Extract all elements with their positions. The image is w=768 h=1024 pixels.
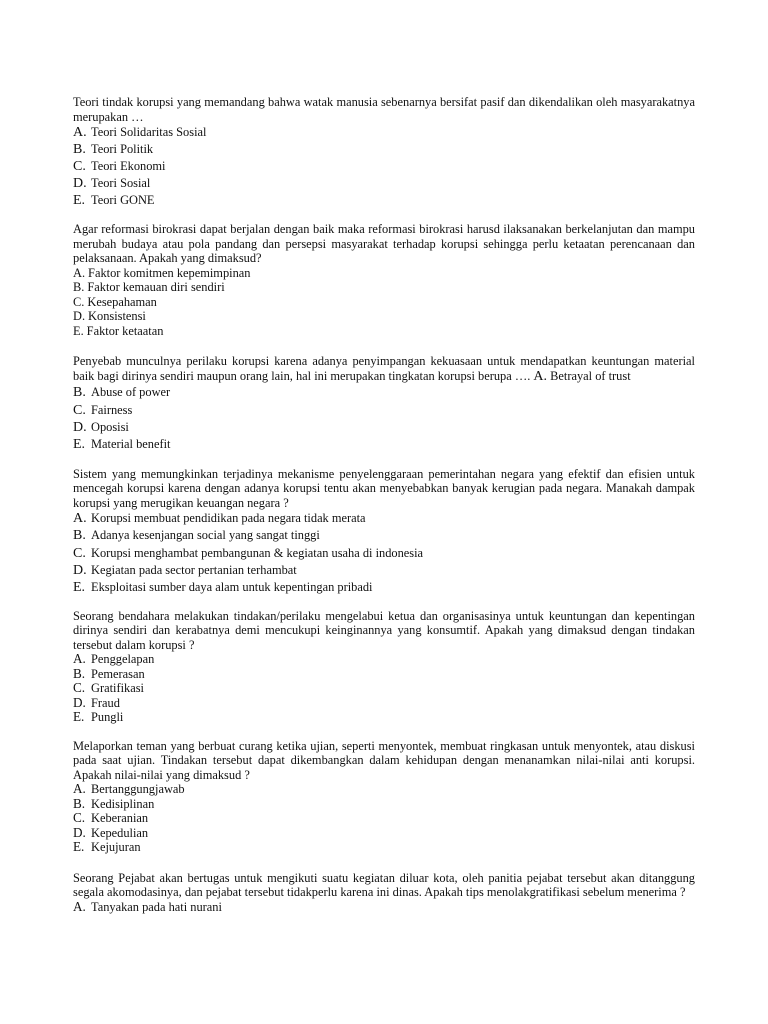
option-c: [73, 402, 695, 419]
option-text: Teori Solidaritas Sosial: [91, 125, 207, 139]
option-letter: E.: [73, 436, 86, 452]
option-text: Pemerasan: [91, 666, 145, 681]
option-letter: C.: [73, 294, 85, 309]
option-c: [73, 295, 695, 310]
option-b: [73, 141, 695, 158]
question-stem: Sistem yang memungkinkan terjadinya mekanisme penyelenggaraan pemerintahan negara yang efektif dan efisien untuk mencegah korupsi karena dengan adanya korupsi tentu akan menyebabkan banyak kerugian pada negara. Manakah dampak korupsi yang merugikan keuangan negara ?: [73, 466, 695, 510]
option-text: Kedisiplinan: [91, 796, 155, 811]
option-text: Adanya kesenjangan social yang sangat tinggi: [91, 528, 320, 543]
option-text: Teori Politik: [91, 142, 154, 157]
option-letter: D.: [73, 562, 87, 578]
question-5: [73, 609, 695, 725]
option-b: [73, 797, 695, 812]
option-text: Oposisi: [91, 419, 129, 434]
option-letter: B.: [73, 528, 86, 544]
option-list: [73, 510, 695, 595]
option-text: Teori Sosial: [91, 176, 151, 191]
option-letter: C.: [73, 680, 86, 696]
option-e: [73, 710, 695, 725]
option-e: [73, 436, 695, 453]
option-d: [73, 562, 695, 579]
option-letter: C.: [73, 545, 86, 561]
question-4: [73, 467, 695, 596]
option-letter: A.: [73, 781, 86, 797]
option-letter: A.: [73, 511, 87, 527]
question-1: [73, 95, 695, 209]
question-stem: Melaporkan teman yang berbuat curang ketika ujian, seperti menyontek, membuat ringkasan untuk menyontek, atau diskusi pada saat ujian. Tindakan tersebut dapat dikembangkan dalam kehidupan dengan menanamkan nilai-nilai anti korupsi. Apakah nilai-nilai yang dimaksud ?: [73, 738, 695, 782]
question-stem: Seorang bendahara melakukan tindakan/perilaku mengelabui ketua dan organisasinya untuk keuntungan dan kepentingan dirinya sendiri dan kerabatnya demi mencukupi keinginannya yang konsumtif. Apakah yang dimaksud dengan tindakan tersebut dalam korupsi ?: [73, 608, 695, 652]
option-letter: E.: [73, 579, 86, 595]
option-list: [73, 384, 695, 452]
option-c: [73, 681, 695, 696]
option-b: [73, 527, 695, 544]
option-letter: B.: [73, 280, 85, 295]
option-text: Korupsi membuat pendidikan pada negara tidak merata: [91, 511, 366, 526]
option-letter: D.: [73, 309, 86, 324]
option-text: Bertanggungjawab: [91, 782, 185, 797]
option-text: Faktor kemauan diri sendiri: [87, 280, 225, 295]
option-text: Teori Ekonomi: [91, 159, 166, 174]
option-text: Fraud: [91, 695, 120, 710]
option-letter: E.: [73, 323, 84, 338]
option-e: [73, 324, 695, 339]
option-text: Tanyakan pada hati nurani: [91, 899, 222, 914]
option-letter: D.: [73, 824, 86, 840]
option-text: Kepedulian: [91, 825, 149, 840]
option-e: [73, 840, 695, 855]
option-a: [73, 124, 695, 141]
option-letter: C.: [73, 159, 86, 175]
option-a: [73, 266, 695, 281]
option-list: [73, 266, 695, 339]
option-list: [73, 652, 695, 725]
option-text: Penggelapan: [91, 652, 155, 667]
option-letter: B.: [73, 665, 86, 681]
option-e: [73, 579, 695, 596]
question-3: [73, 354, 695, 452]
option-letter: B.: [73, 795, 86, 811]
document-page: [73, 95, 695, 914]
option-letter: D.: [73, 419, 87, 435]
option-text: Faktor ketaatan: [86, 323, 164, 338]
option-letter: B.: [73, 385, 86, 401]
option-text: Material benefit: [91, 436, 171, 451]
option-d: [73, 696, 695, 711]
option-letter: E.: [73, 193, 86, 209]
option-list: [73, 782, 695, 855]
option-list: [73, 900, 695, 915]
option-a: [73, 652, 695, 667]
question-6: [73, 739, 695, 855]
option-list: [73, 124, 695, 209]
option-b: [73, 384, 695, 401]
option-text: Pungli: [91, 710, 124, 725]
option-b: [73, 667, 695, 682]
option-text: Kejujuran: [91, 840, 141, 855]
option-a: [73, 510, 695, 527]
question-stem: [73, 354, 695, 384]
option-text: Kegiatan pada sector pertanian terhambat: [91, 562, 297, 577]
option-text: Keberanian: [91, 811, 149, 826]
option-letter: D.: [73, 176, 87, 192]
option-text: Konsistensi: [88, 309, 146, 324]
option-letter: C.: [73, 402, 86, 418]
option-letter: A.: [73, 651, 86, 667]
option-c: [73, 545, 695, 562]
option-letter: A.: [73, 265, 86, 280]
option-text: Korupsi menghambat pembangunan & kegiatan usaha di indonesia: [91, 545, 424, 560]
option-letter: B.: [73, 142, 86, 158]
option-text: Abuse of power: [91, 385, 171, 400]
option-d: [73, 309, 695, 324]
option-a: [73, 782, 695, 797]
option-d: [73, 175, 695, 192]
option-text: Kesepahaman: [87, 294, 157, 309]
option-letter: A.: [73, 898, 86, 914]
option-d: [73, 826, 695, 841]
option-text: Fairness: [91, 402, 133, 417]
option-c: [73, 811, 695, 826]
option-e: [73, 192, 695, 209]
question-7: [73, 871, 695, 915]
option-text: Eksploitasi sumber daya alam untuk kepentingan pribadi: [91, 579, 373, 594]
option-letter: E.: [73, 709, 85, 725]
question-stem: Teori tindak korupsi yang memandang bahwa watak manusia sebenarnya bersifat pasif dan dikendalikan oleh masyarakatnya merupakan …: [73, 95, 695, 124]
option-text: Gratifikasi: [91, 681, 144, 696]
option-text: Teori GONE: [91, 193, 155, 208]
option-text: Faktor komitmen kepemimpinan: [88, 265, 251, 280]
option-letter: E.: [73, 839, 85, 855]
option-letter: D.: [73, 694, 86, 710]
option-letter: A.: [533, 368, 548, 384]
question-stem: Agar reformasi birokrasi dapat berjalan dengan baik maka reformasi birokrasi harusd ilaksanakan berkelanjutan dan mampu merubah budaya atau pola pandang dan persepsi masyarakat terhadap korupsi sehingga perlu ketaatan perencanaan dan pelaksanaan. Apakah yang dimaksud?: [73, 222, 695, 266]
stem-text: Penyebab munculnya perilaku korupsi karena adanya penyimpangan kekuasaan untuk mendapatkan keuntungan material baik bagi dirinya sendiri maupun orang lain, hal ini merupakan tingkatan korupsi berupa ….: [73, 354, 695, 383]
option-d: [73, 419, 695, 436]
option-a: [73, 900, 695, 915]
option-text: Betrayal of trust: [547, 368, 631, 383]
option-letter: A.: [73, 125, 87, 140]
option-b: [73, 280, 695, 295]
option-letter: C.: [73, 810, 86, 826]
question-2: [73, 222, 695, 338]
question-stem: Seorang Pejabat akan bertugas untuk mengikuti suatu kegiatan diluar kota, oleh panitia pejabat tersebut akan ditanggung segala akomodasinya, dan pejabat tersebut tidakperlu karena ini dinas. Apakah tips menolakgratifikasi sebelum menerima ?: [73, 870, 695, 900]
option-c: [73, 158, 695, 175]
